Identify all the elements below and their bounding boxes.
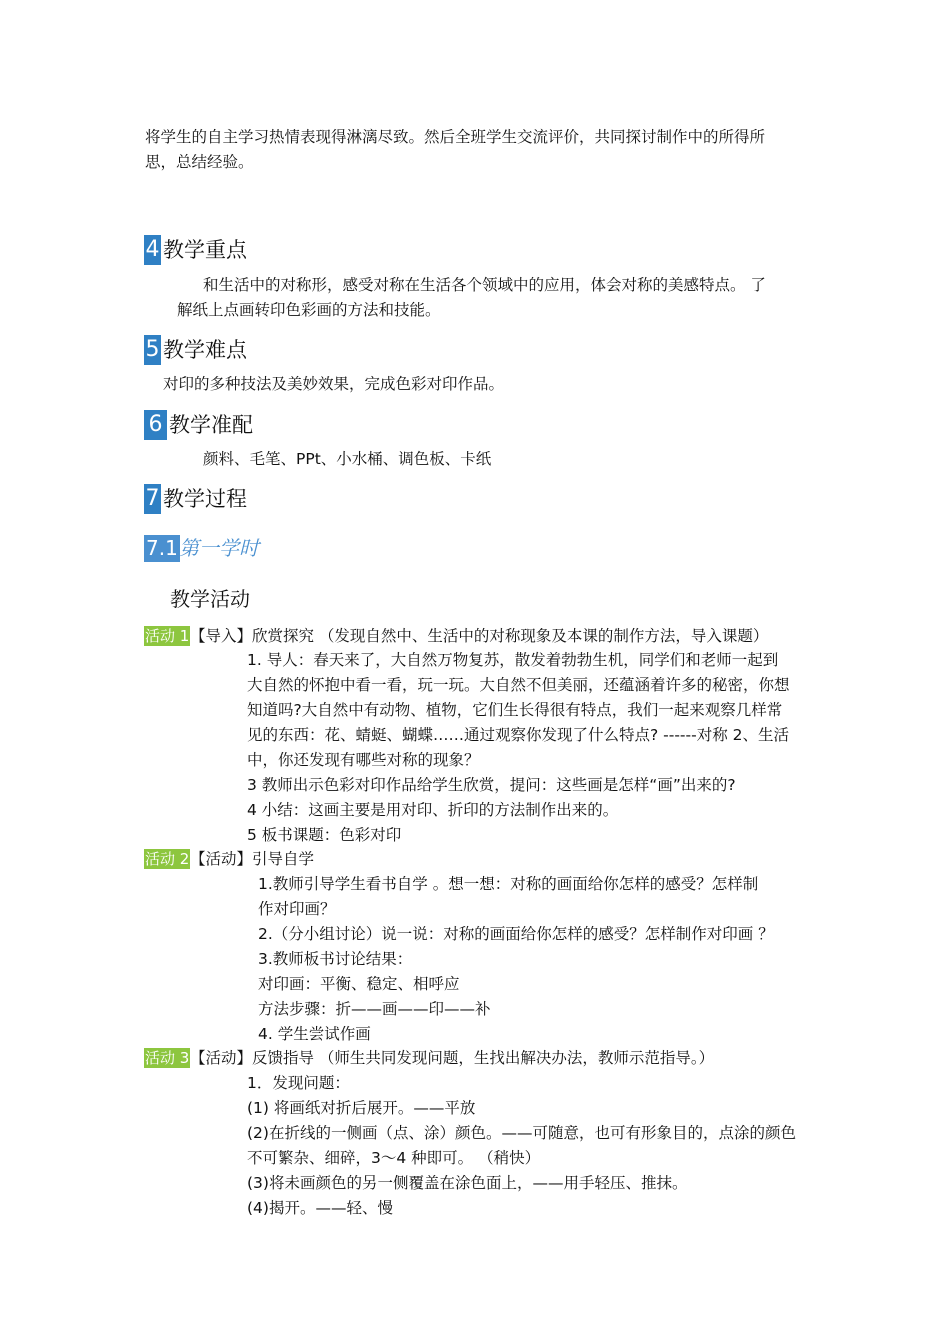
section-title-5: 教学难点 bbox=[163, 338, 247, 362]
activity-3-title: 【活动】反馈指导 （师生共同发现问题，生找出解决办法，教师示范指导。） bbox=[190, 1049, 715, 1067]
activity-3-line: (3)将未画颜色的另一侧覆盖在涂色面上，——用手轻压、推抹。 bbox=[247, 1174, 688, 1192]
activity-1-line: 5 板书课题：色彩对印 bbox=[247, 826, 402, 844]
activity-2-line: 方法步骤：折——画——印——补 bbox=[258, 1000, 491, 1018]
activity-2-line: 4. 学生尝试作画 bbox=[258, 1025, 371, 1043]
activity-1-line: 4 小结：这画主要是用对印、折印的方法制作出来的。 bbox=[247, 801, 619, 819]
activity-2-badge: 活动 2 bbox=[145, 850, 190, 868]
intro-line-1: 将学生的自主学习热情表现得淋漓尽致。然后全班学生交流评价，共同探讨制作中的所得所 bbox=[145, 128, 766, 146]
activity-2-line: 1.教师引导学生看书自学 。想一想：对称的画面给你怎样的感受？怎样制 bbox=[258, 875, 759, 893]
activity-1-line: 见的东西：花、蜻蜓、蝴蝶……通过观察你发现了什么特点? ------对称 2、生活 bbox=[247, 726, 790, 744]
section-title-7: 教学过程 bbox=[163, 487, 247, 511]
activity-3-line: 不可繁杂、细碎，3～4 种即可。 （稍快） bbox=[247, 1149, 541, 1167]
subsection-number-7-1: 7.1 bbox=[146, 536, 178, 560]
section-6-line-1: 颜料、毛笔、PPt、小水桶、调色板、卡纸 bbox=[203, 450, 492, 468]
section-5-line-1: 对印的多种技法及美妙效果，完成色彩对印作品。 bbox=[163, 375, 505, 393]
activity-1-line: 中，你还发现有哪些对称的现象？ bbox=[247, 751, 480, 769]
activity-2-line: 2.（分小组讨论）说一说：对称的画面给你怎样的感受？怎样制作对印画 ？ bbox=[258, 925, 774, 943]
activity-1-line: 大自然的怀抱中看一看，玩一玩。大自然不但美丽，还蕴涵着许多的秘密，你想 bbox=[247, 676, 790, 694]
activity-3-line: (4)揭开。——轻、慢 bbox=[247, 1199, 393, 1217]
activity-1-badge: 活动 1 bbox=[145, 627, 190, 645]
section-title-4: 教学重点 bbox=[163, 238, 247, 262]
section-number-6: 6 bbox=[144, 410, 167, 440]
activity-3-line: 1．发现问题： bbox=[247, 1074, 350, 1092]
activity-2-title: 【活动】引导自学 bbox=[190, 850, 315, 868]
activity-1-line: 1. 导人：春天来了，大自然万物复苏，散发着勃勃生机，同学们和老师一起到 bbox=[247, 651, 779, 669]
activity-1-line: 3 教师出示色彩对印作品给学生欣赏，提问：这些画是怎样“画”出来的? bbox=[247, 776, 736, 794]
activity-3-badge: 活动 3 bbox=[145, 1049, 190, 1067]
activity-1-title: 【导入】欣赏探究 （发现自然中、生活中的对称现象及本课的制作方法，导入课题） bbox=[190, 627, 769, 645]
intro-line-2: 思，总结经验。 bbox=[145, 153, 254, 171]
section-number-7: 7 bbox=[144, 484, 161, 514]
section-number-4: 4 bbox=[144, 235, 161, 265]
activity-3-line: (1) 将画纸对折后展开。——平放 bbox=[247, 1099, 476, 1117]
activity-2-line: 3.教师板书讨论结果： bbox=[258, 950, 413, 968]
section-4-line-2: 解纸上点画转印色彩画的方法和技能。 bbox=[177, 301, 441, 319]
section-number-5: 5 bbox=[144, 335, 161, 365]
activity-3-line: (2)在折线的一侧画（点、涂）颜色。——可随意，也可有形象目的，点涂的颜色 bbox=[247, 1124, 796, 1142]
activity-1-line: 知道吗?大自然中有动物、植物，它们生长得很有特点，我们一起来观察几样常 bbox=[247, 701, 783, 719]
section-4-line-1: 和生活中的对称形，感受对称在生活各个领域中的应用，体会对称的美感特点。 了 bbox=[203, 276, 766, 294]
activity-heading: 教学活动 bbox=[170, 587, 250, 611]
subsection-title-7-1: 第一学时 bbox=[179, 536, 259, 560]
activity-2-line: 对印画：平衡、稳定、相呼应 bbox=[258, 975, 460, 993]
activity-2-line: 作对印画？ bbox=[258, 900, 336, 918]
section-title-6: 教学准配 bbox=[169, 413, 253, 437]
